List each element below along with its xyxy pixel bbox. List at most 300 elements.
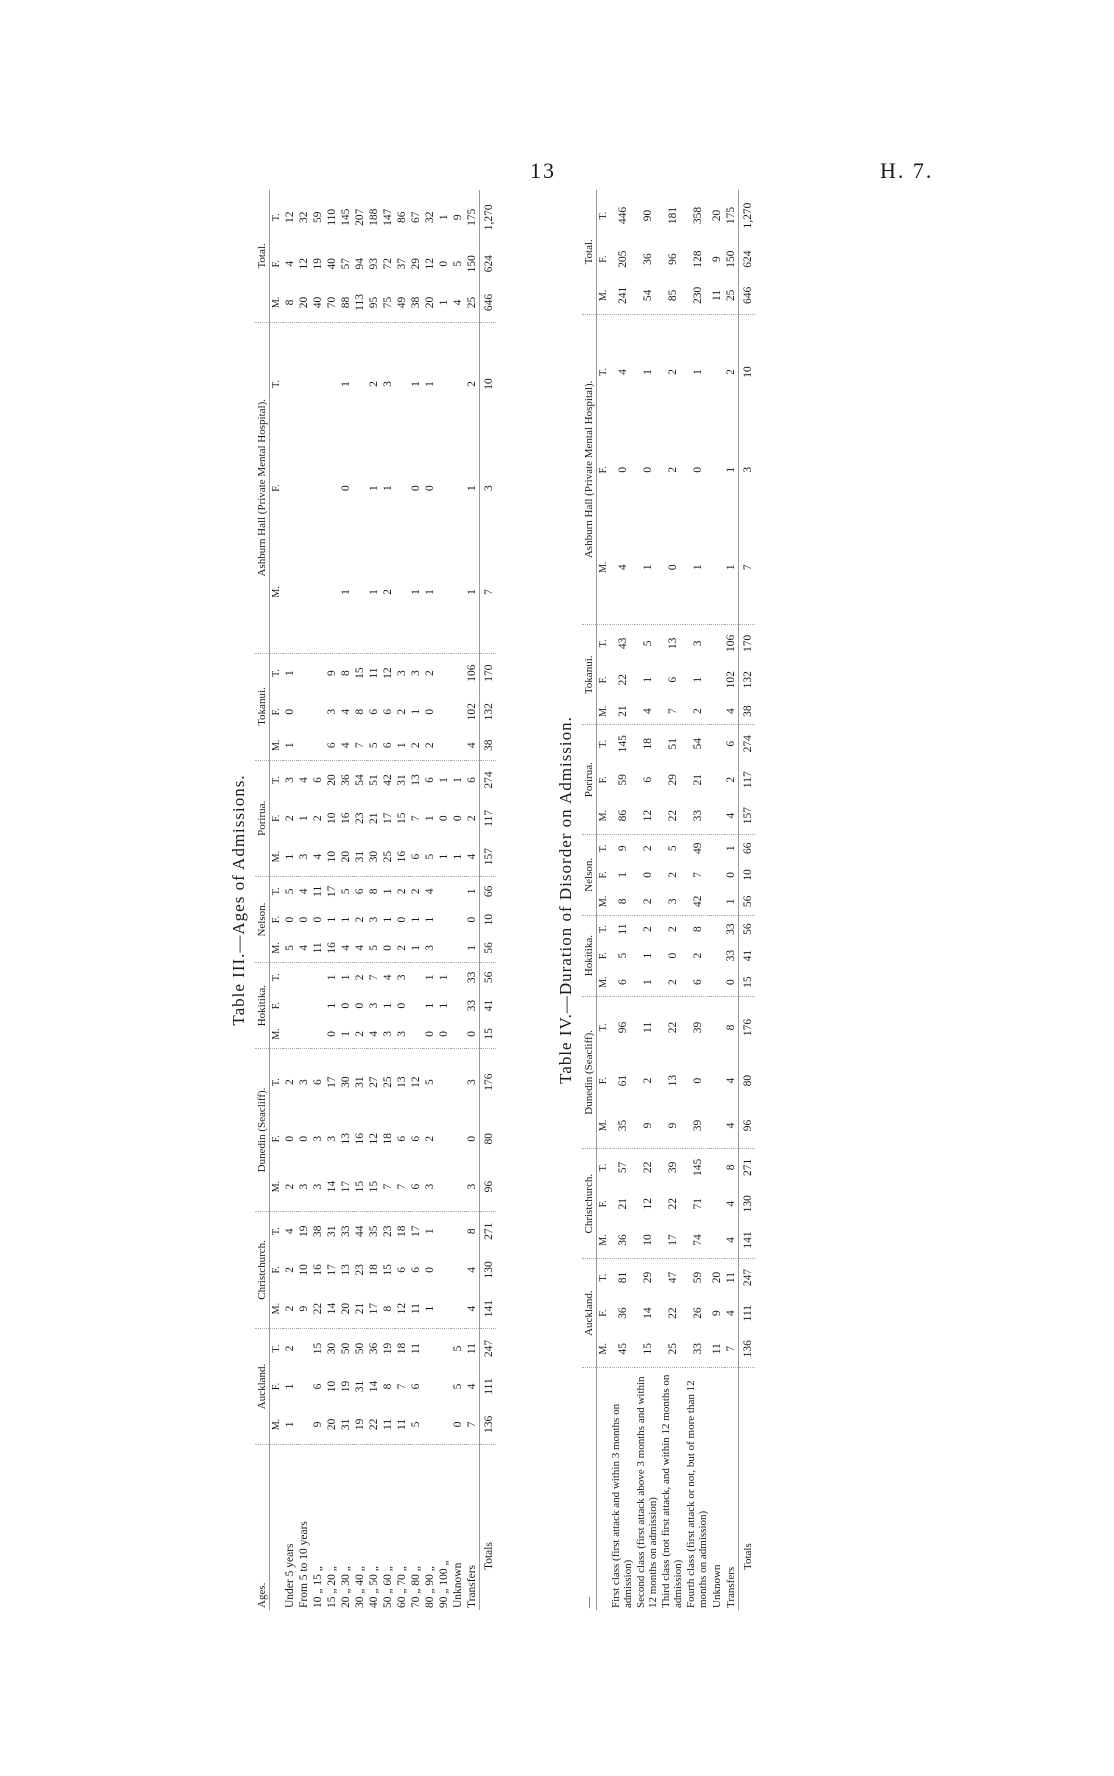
table-cell: 3 (368, 916, 380, 923)
table-cell: 0 (641, 871, 654, 878)
table-cell: 2 (635, 888, 660, 915)
table-cell: 3 (423, 934, 437, 963)
table-cell: 6 (312, 1383, 324, 1390)
table-cell (311, 653, 325, 692)
table-cell: 1 (635, 510, 660, 624)
table-cell: 2 (283, 1162, 297, 1211)
row-label: Under 5 years (284, 1543, 296, 1608)
table-cell: 95 (367, 283, 381, 322)
table-cell: 5 (452, 260, 464, 267)
table-cell: 6 (382, 708, 394, 715)
table-cell (395, 322, 409, 445)
table3-ages-of-admissions (255, 190, 496, 1610)
table-cell: 21 (353, 1289, 367, 1328)
table-cell: 175 (725, 206, 738, 225)
table-cell: 18 (396, 1225, 408, 1237)
table-cell: 35 (368, 1225, 380, 1237)
table-cell: 36 (368, 1342, 380, 1355)
table-cell: 1 (437, 837, 451, 876)
totals-cell: 274 (480, 760, 497, 799)
table-cell: 7 (395, 1162, 409, 1211)
t3-sub-header: F. (271, 1382, 282, 1391)
table-cell: 38 (312, 1225, 324, 1237)
table-cell (710, 888, 724, 915)
table-cell: 106 (725, 634, 738, 653)
table-cell: 0 (451, 1405, 465, 1444)
t4-sub-header: T. (598, 368, 609, 376)
totals-cell: 646 (739, 277, 756, 314)
table-cell: 4 (724, 698, 739, 725)
table-cell (710, 662, 724, 698)
t4-group-header: Ashburn Hall (Private Mental Hospital). (582, 314, 597, 625)
table-cell (311, 731, 325, 760)
table-cell: 22 (311, 1289, 325, 1328)
table-cell: 50 (354, 1342, 366, 1355)
duration-header: — (582, 1368, 597, 1611)
table-cell: 1 (616, 871, 629, 878)
table-cell: 0 (660, 510, 685, 624)
table-cell: 32 (298, 211, 310, 223)
table-cell: 8 (340, 670, 352, 676)
totals-cell: 38 (480, 731, 497, 760)
table-cell: 0 (616, 466, 629, 473)
t4-sub-header: M. (597, 797, 611, 834)
table-cell: 32 (424, 211, 436, 223)
table-cell: 4 (284, 260, 296, 267)
totals-cell: 157 (480, 837, 497, 876)
totals-cell: 3 (739, 429, 756, 510)
table-cell: 1 (339, 1020, 353, 1049)
table-cell: 22 (666, 1307, 679, 1319)
t3-sub-header: T. (271, 669, 282, 678)
table-cell: 11 (381, 1405, 395, 1444)
table-cell: 22 (367, 1405, 381, 1444)
table-cell: 4 (465, 731, 480, 760)
t3-sub-header: M. (270, 1405, 284, 1444)
totals-label: Totals (480, 1444, 497, 1610)
t3-sub-header: T. (271, 1344, 282, 1353)
table-cell: 5 (666, 845, 679, 852)
table-cell: 4 (725, 1310, 738, 1317)
table-cell: 25 (660, 1331, 685, 1368)
table-cell: 0 (666, 952, 679, 959)
totals-cell: 56 (480, 934, 497, 963)
totals-cell: 10 (739, 862, 756, 888)
table-cell: 36 (616, 1307, 629, 1319)
table-cell (409, 992, 423, 1020)
table-cell: 18 (641, 738, 654, 750)
table-cell: 1 (424, 1002, 436, 1009)
table-cell: 42 (685, 888, 710, 915)
table-cell: 0 (396, 916, 408, 923)
table-cell: 6 (368, 708, 380, 715)
table-cell: 20 (423, 283, 437, 322)
table-cell (311, 445, 325, 531)
t4-group-header: Tokanui. (582, 625, 597, 725)
totals-row (480, 190, 497, 1610)
table-cell: 13 (666, 637, 679, 650)
table-cell: 0 (284, 708, 296, 715)
table-cell (297, 693, 311, 732)
table-cell: 3 (396, 974, 408, 981)
t3-sub-header: T. (271, 776, 282, 784)
table-cell: 0 (465, 1020, 480, 1049)
table-cell: 7 (381, 1162, 395, 1211)
table-cell: 8 (610, 888, 635, 915)
table-cell: 17 (339, 1162, 353, 1211)
table-cell (437, 731, 451, 760)
table-cell (451, 1049, 465, 1115)
table-cell: 22 (666, 1021, 679, 1034)
table-cell (437, 1289, 451, 1328)
table-cell: 67 (410, 211, 422, 223)
table-cell (423, 1405, 437, 1444)
totals-cell: 157 (739, 797, 756, 834)
table-cell: 1 (382, 485, 394, 492)
table-cell: 50 (340, 1342, 352, 1355)
t3-group-header: Porirua. (255, 760, 270, 877)
table-cell: 188 (368, 208, 380, 226)
table-cell (353, 445, 367, 531)
table-cell: 2 (691, 952, 704, 959)
table-cell: 2 (284, 815, 296, 822)
table-cell: 26 (691, 1307, 704, 1319)
table-cell: 4 (339, 731, 353, 760)
table-row (635, 190, 660, 1610)
totals-cell: 117 (739, 762, 756, 797)
t3-sub-header: F. (271, 484, 282, 492)
table-cell: 6 (312, 777, 324, 783)
table-cell: 2 (641, 845, 654, 852)
t3-sub-header: T. (271, 1227, 282, 1236)
t3-sub-header: M. (270, 837, 284, 876)
t4-sub-header: T. (598, 1163, 609, 1172)
table-cell: 3 (297, 837, 311, 876)
table-cell: 27 (368, 1076, 380, 1088)
table-cell: 2 (396, 708, 408, 715)
table-cell: 45 (610, 1331, 635, 1368)
table-cell (409, 963, 423, 992)
table-row (660, 190, 685, 1610)
table-cell (437, 1049, 451, 1115)
table-cell: 31 (339, 1405, 353, 1444)
table-cell: 2 (660, 969, 685, 996)
row-label: 80 „ 90 „ (424, 1566, 436, 1608)
table-cell: 25 (465, 283, 480, 322)
table-cell (437, 653, 451, 692)
table-cell: 71 (691, 1197, 704, 1210)
table-cell: 6 (685, 969, 710, 996)
table-cell: 14 (641, 1307, 654, 1319)
table-cell: 19 (382, 1342, 394, 1355)
totals-cell: 176 (480, 1049, 497, 1115)
table-cell (451, 992, 465, 1020)
table-cell: 2 (284, 1345, 296, 1352)
t3-sub-header: T. (271, 887, 282, 896)
table-cell: 16 (325, 934, 339, 963)
table-cell: 1 (409, 934, 423, 963)
table-cell: 145 (616, 735, 629, 753)
table-cell (710, 1186, 724, 1222)
totals-cell: 170 (739, 625, 756, 662)
table-cell (325, 531, 339, 653)
table-cell: 1 (339, 531, 353, 653)
t4-sub-header: M. (597, 698, 611, 725)
table-cell: 13 (410, 774, 422, 786)
table-cell: 88 (339, 283, 353, 322)
table-cell: 6 (424, 777, 436, 783)
table-cell: 0 (466, 916, 478, 923)
table-cell: 25 (381, 837, 395, 876)
table-cell: 5 (424, 1079, 436, 1085)
table-cell (437, 1251, 451, 1290)
table-cell: 1 (724, 888, 739, 915)
table-row (395, 190, 409, 1610)
table-cell (710, 698, 724, 725)
table-row (710, 190, 724, 1610)
table-cell: 150 (466, 255, 478, 273)
table-cell (710, 996, 724, 1058)
table-cell: 1 (424, 1228, 436, 1235)
table-cell: 38 (409, 283, 423, 322)
table-cell: 3 (466, 1079, 478, 1085)
table-cell (353, 322, 367, 445)
table-cell (710, 915, 724, 942)
table-cell: 21 (691, 773, 704, 786)
table-cell: 1 (438, 974, 450, 981)
table-cell: 1 (367, 531, 381, 653)
totals-cell: 141 (739, 1222, 756, 1259)
table-cell (451, 445, 465, 531)
table-cell: 20 (326, 774, 338, 786)
t3-sub-header: M. (270, 1020, 284, 1049)
table-cell: 11 (641, 1021, 654, 1033)
table-cell (437, 1115, 451, 1162)
table-cell: 2 (424, 670, 436, 676)
table-cell (451, 1289, 465, 1328)
t3-sub-header: T. (271, 1078, 282, 1087)
table-cell (437, 906, 451, 934)
totals-cell: 56 (739, 888, 756, 915)
table-cell: 6 (312, 1079, 324, 1085)
table-cell: 3 (423, 1162, 437, 1211)
totals-cell: 646 (480, 283, 497, 322)
rotated-tables (225, 190, 755, 1610)
table-cell: 0 (437, 1020, 451, 1049)
table-cell (297, 1020, 311, 1049)
table-cell: 12 (635, 797, 660, 834)
table-cell (451, 1115, 465, 1162)
row-label: Unknown (452, 1562, 464, 1608)
table-cell (451, 934, 465, 963)
table-cell: 15 (354, 667, 366, 679)
table-cell (437, 322, 451, 445)
totals-cell: 41 (739, 942, 756, 968)
t4-sub-header: T. (598, 639, 609, 648)
table-cell: 2 (409, 731, 423, 760)
t4-sub-header: T. (598, 844, 609, 853)
table-cell: 1 (691, 676, 704, 683)
table-cell: 1 (438, 214, 450, 221)
table-cell: 1 (340, 916, 352, 923)
table-cell: 7 (410, 815, 422, 822)
table-cell: 1 (326, 916, 338, 923)
table-cell: 6 (325, 731, 339, 760)
table-cell: 72 (382, 257, 394, 270)
table-cell: 12 (284, 211, 296, 223)
table-cell: 59 (616, 773, 629, 786)
t4-sub-header: T. (598, 925, 609, 934)
totals-cell: 111 (480, 1368, 497, 1405)
table-cell (451, 731, 465, 760)
table-cell: 6 (409, 837, 423, 876)
t4-group-header: Christchurch. (582, 1149, 597, 1259)
table-cell: 2 (466, 381, 478, 387)
table-cell (311, 693, 325, 732)
table-cell: 4 (616, 369, 629, 375)
t4-sub-header: F. (598, 676, 609, 684)
table-cell: 30 (326, 1342, 338, 1355)
table-cell: 6 (466, 777, 478, 783)
table-cell: 40 (311, 283, 325, 322)
table-cell: 2 (284, 1079, 296, 1085)
table-cell: 14 (368, 1380, 380, 1393)
t3-sub-header: M. (270, 934, 284, 963)
table-cell (437, 445, 451, 531)
table-cell: 10 (298, 1264, 310, 1276)
t4-group-header: Dunedin (Seacliff). (582, 996, 597, 1149)
t4-sub-header: M. (597, 969, 611, 996)
table-cell: 23 (382, 1225, 394, 1237)
table-cell: 9 (297, 1289, 311, 1328)
table3-title: Table III.—Ages of Admissions. (229, 774, 248, 1026)
table-cell: 1 (438, 777, 450, 783)
table-cell (710, 1222, 724, 1259)
table-cell: 10 (635, 1222, 660, 1259)
table-row (465, 190, 480, 1610)
table-cell: 2 (381, 531, 395, 653)
table-cell: 2 (395, 934, 409, 963)
table-cell: 30 (340, 1076, 352, 1088)
table-cell: 7 (368, 974, 380, 981)
table-cell: 2 (283, 1289, 297, 1328)
totals-row (739, 190, 756, 1610)
table-cell: 96 (666, 253, 679, 265)
document-reference: H. 7. (880, 158, 934, 183)
table-cell (297, 1405, 311, 1444)
table-cell (437, 1211, 451, 1250)
table-cell: 0 (340, 1002, 352, 1009)
table-cell: 29 (410, 257, 422, 270)
table-cell: 205 (616, 250, 629, 268)
table-row (339, 190, 353, 1610)
table-cell: 10 (326, 1380, 338, 1393)
table-cell: 6 (410, 1267, 422, 1273)
t3-sub-header: F. (271, 260, 282, 268)
table-cell: 90 (641, 209, 654, 222)
table-cell: 17 (382, 812, 394, 825)
table-cell: 4 (466, 1383, 478, 1390)
table-row (367, 190, 381, 1610)
table-cell: 2 (666, 466, 679, 473)
table-cell: 2 (312, 815, 324, 822)
table-cell (451, 1162, 465, 1211)
t3-sub-header: M. (270, 531, 284, 653)
table-cell: 5 (452, 1383, 464, 1390)
totals-cell: 271 (739, 1149, 756, 1186)
totals-cell: 15 (739, 969, 756, 996)
table-cell: 11 (466, 1342, 478, 1355)
table-cell (451, 1020, 465, 1049)
table-cell: 22 (616, 673, 629, 686)
table-cell (451, 1211, 465, 1250)
table-cell: 1 (382, 1002, 394, 1009)
table-cell: 5 (409, 1405, 423, 1444)
table-cell: 19 (353, 1405, 367, 1444)
table-cell: 54 (354, 774, 366, 786)
table-cell: 7 (660, 698, 685, 725)
table-cell: 12 (424, 257, 436, 270)
table-cell: 16 (354, 1133, 366, 1145)
table-cell: 12 (641, 1197, 654, 1210)
table-cell: 39 (691, 1021, 704, 1034)
table-cell: 0 (466, 1135, 478, 1142)
table-cell: 20 (339, 837, 353, 876)
table-cell: 9 (660, 1103, 685, 1149)
table-cell: 33 (685, 1331, 710, 1368)
table-cell: 6 (410, 1383, 422, 1390)
table-cell: 11 (710, 1331, 724, 1368)
table-cell (451, 877, 465, 906)
table-cell: 36 (641, 253, 654, 265)
table-cell: 7 (465, 1405, 480, 1444)
table-cell: 175 (466, 208, 478, 226)
totals-cell: 80 (480, 1115, 497, 1162)
t4-sub-header: M. (597, 510, 611, 624)
table-cell: 1 (437, 283, 451, 322)
table-cell: 4 (382, 974, 394, 981)
table-cell: 0 (438, 260, 450, 267)
table-cell: 3 (691, 640, 704, 647)
t4-sub-header: F. (598, 776, 609, 784)
table-row (610, 190, 635, 1610)
table-cell: 4 (610, 510, 635, 624)
totals-cell: 132 (739, 662, 756, 698)
table-cell: 145 (691, 1158, 704, 1177)
table-row (381, 190, 395, 1610)
table-cell: 16 (340, 812, 352, 825)
table-cell: 19 (312, 257, 324, 270)
table-cell (311, 1020, 325, 1049)
table-cell: 9 (311, 1405, 325, 1444)
t4-sub-header: T. (598, 1023, 609, 1032)
table-cell: 3 (382, 381, 394, 387)
table-cell (437, 1162, 451, 1211)
table-cell: 2 (685, 698, 710, 725)
totals-cell: 130 (480, 1251, 497, 1290)
totals-cell: 56 (480, 963, 497, 992)
table-cell: 17 (326, 885, 338, 898)
table-cell: 70 (325, 283, 339, 322)
table-cell: 8 (725, 1024, 738, 1031)
table-cell: 5 (452, 1345, 464, 1352)
table-cell (710, 725, 724, 762)
t4-sub-header: F. (598, 951, 609, 960)
row-label: First class (first attack and within 3 months on admission) (610, 1403, 634, 1608)
totals-cell: 66 (739, 834, 756, 861)
totals-cell: 136 (739, 1331, 756, 1368)
totals-label: Totals (739, 1368, 756, 1611)
